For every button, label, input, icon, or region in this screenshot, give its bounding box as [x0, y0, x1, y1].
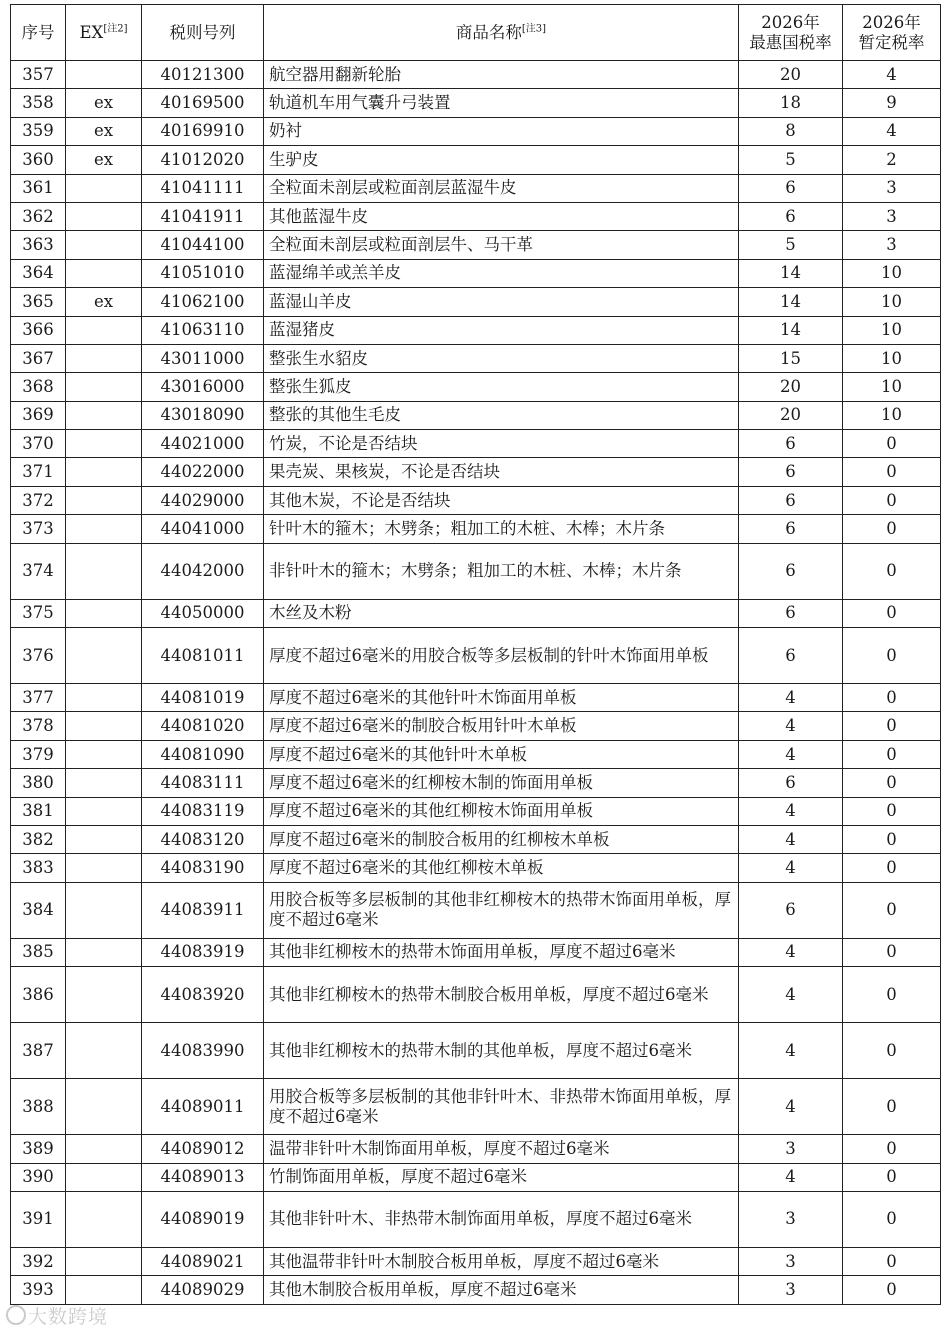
cell-mfn-rate: 4	[739, 854, 843, 882]
cell-hs-code: 44083919	[142, 938, 264, 966]
table-row	[11, 740, 941, 768]
cell-seq: 371	[11, 458, 66, 486]
cell-ex	[66, 712, 142, 740]
cell-ex	[66, 543, 142, 599]
cell-name: 全粒面未剖层或粒面剖层蓝湿牛皮	[264, 174, 739, 202]
cell-ex	[66, 1247, 142, 1275]
cell-provisional-rate: 0	[843, 967, 941, 1023]
cell-ex	[66, 938, 142, 966]
table-row	[11, 202, 941, 230]
cell-provisional-rate: 0	[843, 543, 941, 599]
cell-ex	[66, 61, 142, 89]
cell-name: 厚度不超过6毫米的其他红柳桉木单板	[264, 854, 739, 882]
table-row	[11, 1247, 941, 1275]
cell-mfn-rate: 6	[739, 174, 843, 202]
cell-mfn-rate: 6	[739, 882, 843, 938]
cell-provisional-rate: 9	[843, 89, 941, 117]
cell-mfn-rate: 3	[739, 1247, 843, 1275]
cell-hs-code: 44081011	[142, 628, 264, 684]
cell-provisional-rate: 10	[843, 344, 941, 372]
table-row	[11, 401, 941, 429]
cell-mfn-rate: 4	[739, 684, 843, 712]
cell-provisional-rate: 4	[843, 117, 941, 145]
cell-ex	[66, 1079, 142, 1135]
cell-ex	[66, 174, 142, 202]
cell-seq: 390	[11, 1163, 66, 1191]
cell-name: 航空器用翻新轮胎	[264, 61, 739, 89]
cell-mfn-rate: 6	[739, 486, 843, 514]
cell-mfn-rate: 4	[739, 938, 843, 966]
table-body	[11, 61, 941, 1305]
header-ex-note: [注2]	[103, 23, 128, 34]
cell-name: 其他木制胶合板用单板，厚度不超过6毫米	[264, 1276, 739, 1304]
cell-hs-code: 44083990	[142, 1023, 264, 1079]
cell-provisional-rate: 0	[843, 854, 941, 882]
cell-mfn-rate: 14	[739, 259, 843, 287]
cell-name: 蓝湿山羊皮	[264, 288, 739, 316]
cell-hs-code: 41041111	[142, 174, 264, 202]
cell-mfn-rate: 3	[739, 1191, 843, 1247]
table-row	[11, 967, 941, 1023]
cell-provisional-rate: 0	[843, 825, 941, 853]
cell-name: 厚度不超过6毫米的用胶合板等多层板制的针叶木饰面用单板	[264, 628, 739, 684]
cell-provisional-rate: 0	[843, 1191, 941, 1247]
cell-hs-code: 44083190	[142, 854, 264, 882]
cell-hs-code: 44050000	[142, 599, 264, 627]
cell-mfn-rate: 4	[739, 1163, 843, 1191]
cell-name: 用胶合板等多层板制的其他非针叶木、非热带木饰面用单板，厚度不超过6毫米	[264, 1079, 739, 1135]
cell-hs-code: 43011000	[142, 344, 264, 372]
cell-mfn-rate: 4	[739, 967, 843, 1023]
table-row	[11, 825, 941, 853]
cell-hs-code: 41051010	[142, 259, 264, 287]
cell-name: 其他非红柳桉木的热带木饰面用单板，厚度不超过6毫米	[264, 938, 739, 966]
cell-seq: 393	[11, 1276, 66, 1304]
cell-ex	[66, 825, 142, 853]
table-row	[11, 458, 941, 486]
cell-ex	[66, 202, 142, 230]
cell-provisional-rate: 0	[843, 599, 941, 627]
table-row	[11, 797, 941, 825]
table-row	[11, 344, 941, 372]
table-row	[11, 174, 941, 202]
cell-name: 厚度不超过6毫米的其他红柳桉木饰面用单板	[264, 797, 739, 825]
cell-hs-code: 44083120	[142, 825, 264, 853]
cell-provisional-rate: 4	[843, 61, 941, 89]
cell-ex	[66, 231, 142, 259]
table-header	[11, 5, 941, 61]
cell-mfn-rate: 6	[739, 599, 843, 627]
cell-provisional-rate: 0	[843, 740, 941, 768]
cell-mfn-rate: 20	[739, 373, 843, 401]
table-row	[11, 146, 941, 174]
cell-seq: 365	[11, 288, 66, 316]
cell-name: 针叶木的箍木；木劈条；粗加工的木桩、木棒；木片条	[264, 515, 739, 543]
cell-seq: 387	[11, 1023, 66, 1079]
cell-provisional-rate: 10	[843, 373, 941, 401]
cell-provisional-rate: 0	[843, 1023, 941, 1079]
cell-name: 生驴皮	[264, 146, 739, 174]
cell-hs-code: 41044100	[142, 231, 264, 259]
cell-mfn-rate: 5	[739, 231, 843, 259]
cell-name: 果壳炭、果核炭，不论是否结块	[264, 458, 739, 486]
cell-mfn-rate: 14	[739, 288, 843, 316]
cell-name: 其他非针叶木、非热带木制饰面用单板，厚度不超过6毫米	[264, 1191, 739, 1247]
cell-ex	[66, 882, 142, 938]
table-row	[11, 599, 941, 627]
cell-hs-code: 41063110	[142, 316, 264, 344]
cell-ex	[66, 967, 142, 1023]
cell-provisional-rate: 0	[843, 515, 941, 543]
cell-mfn-rate: 20	[739, 61, 843, 89]
cell-mfn-rate: 6	[739, 543, 843, 599]
cell-mfn-rate: 4	[739, 797, 843, 825]
cell-hs-code: 40169500	[142, 89, 264, 117]
cell-mfn-rate: 6	[739, 769, 843, 797]
cell-seq: 391	[11, 1191, 66, 1247]
cell-hs-code: 44081090	[142, 740, 264, 768]
cell-seq: 358	[11, 89, 66, 117]
cell-provisional-rate: 0	[843, 712, 941, 740]
cell-ex: ex	[66, 89, 142, 117]
cell-mfn-rate: 4	[739, 740, 843, 768]
cell-seq: 372	[11, 486, 66, 514]
table-row	[11, 882, 941, 938]
cell-seq: 382	[11, 825, 66, 853]
cell-name: 木丝及木粉	[264, 599, 739, 627]
table-row	[11, 117, 941, 145]
cell-name: 厚度不超过6毫米的红柳桉木制的饰面用单板	[264, 769, 739, 797]
cell-hs-code: 44029000	[142, 486, 264, 514]
cell-provisional-rate: 2	[843, 146, 941, 174]
table-row	[11, 769, 941, 797]
cell-name: 非针叶木的箍木；木劈条；粗加工的木桩、木棒；木片条	[264, 543, 739, 599]
cell-provisional-rate: 3	[843, 231, 941, 259]
cell-ex: ex	[66, 146, 142, 174]
cell-seq: 369	[11, 401, 66, 429]
cell-ex	[66, 628, 142, 684]
cell-ex	[66, 1023, 142, 1079]
table-row	[11, 1276, 941, 1304]
cell-provisional-rate: 0	[843, 938, 941, 966]
cell-hs-code: 44081019	[142, 684, 264, 712]
cell-provisional-rate: 0	[843, 1276, 941, 1304]
cell-name: 全粒面未剖层或粒面剖层牛、马干革	[264, 231, 739, 259]
cell-ex	[66, 1191, 142, 1247]
cell-provisional-rate: 10	[843, 316, 941, 344]
cell-ex	[66, 344, 142, 372]
cell-name: 厚度不超过6毫米的制胶合板用的红柳桉木单板	[264, 825, 739, 853]
cell-seq: 367	[11, 344, 66, 372]
cell-name: 温带非针叶木制饰面用单板，厚度不超过6毫米	[264, 1135, 739, 1163]
cell-ex	[66, 740, 142, 768]
cell-name: 厚度不超过6毫米的其他针叶木饰面用单板	[264, 684, 739, 712]
cell-hs-code: 44042000	[142, 543, 264, 599]
cell-ex	[66, 1163, 142, 1191]
cell-name: 整张生狐皮	[264, 373, 739, 401]
table-row	[11, 373, 941, 401]
cell-seq: 368	[11, 373, 66, 401]
cell-hs-code: 41012020	[142, 146, 264, 174]
cell-seq: 362	[11, 202, 66, 230]
cell-hs-code: 44083920	[142, 967, 264, 1023]
cell-provisional-rate: 10	[843, 288, 941, 316]
cell-name: 其他温带非针叶木制胶合板用单板，厚度不超过6毫米	[264, 1247, 739, 1275]
header-provisional-rate: 2026年 暂定税率	[843, 5, 941, 61]
cell-provisional-rate: 10	[843, 259, 941, 287]
cell-seq: 366	[11, 316, 66, 344]
cell-seq: 392	[11, 1247, 66, 1275]
cell-hs-code: 44083119	[142, 797, 264, 825]
cell-provisional-rate: 0	[843, 1135, 941, 1163]
cell-seq: 379	[11, 740, 66, 768]
watermark: 大数跨境	[6, 1302, 108, 1329]
cell-provisional-rate: 0	[843, 628, 941, 684]
table-row	[11, 259, 941, 287]
table-row	[11, 515, 941, 543]
table-row	[11, 684, 941, 712]
table-row	[11, 1191, 941, 1247]
header-hs-code: 税则号列	[142, 5, 264, 61]
cell-ex	[66, 259, 142, 287]
cell-hs-code: 44083111	[142, 769, 264, 797]
cell-seq: 385	[11, 938, 66, 966]
table-row	[11, 854, 941, 882]
cell-mfn-rate: 8	[739, 117, 843, 145]
cell-ex: ex	[66, 117, 142, 145]
cell-name: 用胶合板等多层板制的其他非红柳桉木的热带木饰面用单板，厚度不超过6毫米	[264, 882, 739, 938]
cell-name: 厚度不超过6毫米的其他针叶木单板	[264, 740, 739, 768]
table-row	[11, 89, 941, 117]
cell-seq: 381	[11, 797, 66, 825]
cell-ex	[66, 769, 142, 797]
header-ex: EX[注2]	[66, 5, 142, 61]
cell-seq: 380	[11, 769, 66, 797]
cell-mfn-rate: 6	[739, 515, 843, 543]
cell-provisional-rate: 0	[843, 458, 941, 486]
cell-hs-code: 44021000	[142, 430, 264, 458]
table-row	[11, 543, 941, 599]
cell-mfn-rate: 6	[739, 628, 843, 684]
cell-ex	[66, 599, 142, 627]
cell-ex	[66, 854, 142, 882]
cell-hs-code: 44089019	[142, 1191, 264, 1247]
cell-name: 竹制饰面用单板，厚度不超过6毫米	[264, 1163, 739, 1191]
cell-name: 其他木炭，不论是否结块	[264, 486, 739, 514]
cell-name: 其他非红柳桉木的热带木制的其他单板，厚度不超过6毫米	[264, 1023, 739, 1079]
cell-ex	[66, 684, 142, 712]
header-name-note: [注3]	[521, 23, 547, 34]
tariff-table-page	[10, 4, 940, 1305]
cell-provisional-rate: 0	[843, 769, 941, 797]
cell-mfn-rate: 6	[739, 458, 843, 486]
cell-seq: 360	[11, 146, 66, 174]
cell-name: 其他蓝湿牛皮	[264, 202, 739, 230]
cell-seq: 374	[11, 543, 66, 599]
header-seq: 序号	[11, 5, 66, 61]
table-row	[11, 288, 941, 316]
cell-ex	[66, 797, 142, 825]
cell-provisional-rate: 0	[843, 1163, 941, 1191]
cell-seq: 357	[11, 61, 66, 89]
cell-name: 蓝湿绵羊或羔羊皮	[264, 259, 739, 287]
cell-seq: 378	[11, 712, 66, 740]
cell-hs-code: 44089011	[142, 1079, 264, 1135]
cell-provisional-rate: 3	[843, 174, 941, 202]
cell-seq: 359	[11, 117, 66, 145]
cell-mfn-rate: 3	[739, 1135, 843, 1163]
cell-ex: ex	[66, 288, 142, 316]
cell-seq: 389	[11, 1135, 66, 1163]
cell-seq: 383	[11, 854, 66, 882]
cell-hs-code: 43018090	[142, 401, 264, 429]
cell-seq: 384	[11, 882, 66, 938]
cell-ex	[66, 401, 142, 429]
cell-mfn-rate: 20	[739, 401, 843, 429]
cell-mfn-rate: 4	[739, 825, 843, 853]
cell-provisional-rate: 0	[843, 1079, 941, 1135]
table-row	[11, 61, 941, 89]
cell-hs-code: 40121300	[142, 61, 264, 89]
cell-provisional-rate: 10	[843, 401, 941, 429]
cell-ex	[66, 1135, 142, 1163]
table-row	[11, 231, 941, 259]
cell-name: 竹炭，不论是否结块	[264, 430, 739, 458]
cell-seq: 370	[11, 430, 66, 458]
cell-ex	[66, 430, 142, 458]
cell-hs-code: 41041911	[142, 202, 264, 230]
cell-seq: 375	[11, 599, 66, 627]
table-row	[11, 1079, 941, 1135]
cell-name: 整张生水貂皮	[264, 344, 739, 372]
cell-ex	[66, 458, 142, 486]
table-row	[11, 712, 941, 740]
watermark-logo-icon	[6, 1305, 26, 1325]
cell-seq: 377	[11, 684, 66, 712]
cell-mfn-rate: 18	[739, 89, 843, 117]
cell-name: 整张的其他生毛皮	[264, 401, 739, 429]
cell-mfn-rate: 6	[739, 202, 843, 230]
cell-mfn-rate: 6	[739, 430, 843, 458]
table-row	[11, 316, 941, 344]
cell-mfn-rate: 4	[739, 1079, 843, 1135]
cell-provisional-rate: 0	[843, 486, 941, 514]
cell-name: 轨道机车用气囊升弓装置	[264, 89, 739, 117]
cell-mfn-rate: 3	[739, 1276, 843, 1304]
cell-seq: 388	[11, 1079, 66, 1135]
cell-seq: 373	[11, 515, 66, 543]
table-row	[11, 1135, 941, 1163]
cell-hs-code: 44089029	[142, 1276, 264, 1304]
cell-mfn-rate: 5	[739, 146, 843, 174]
cell-ex	[66, 515, 142, 543]
cell-mfn-rate: 4	[739, 712, 843, 740]
cell-mfn-rate: 4	[739, 1023, 843, 1079]
tariff-table	[10, 4, 941, 1305]
cell-name: 其他非红柳桉木的热带木制胶合板用单板，厚度不超过6毫米	[264, 967, 739, 1023]
cell-seq: 361	[11, 174, 66, 202]
cell-hs-code: 41062100	[142, 288, 264, 316]
cell-hs-code: 44081020	[142, 712, 264, 740]
cell-provisional-rate: 0	[843, 1247, 941, 1275]
cell-hs-code: 40169910	[142, 117, 264, 145]
cell-hs-code: 44041000	[142, 515, 264, 543]
cell-seq: 363	[11, 231, 66, 259]
cell-provisional-rate: 0	[843, 797, 941, 825]
table-row	[11, 1023, 941, 1079]
table-row	[11, 430, 941, 458]
table-row	[11, 486, 941, 514]
cell-name: 蓝湿猪皮	[264, 316, 739, 344]
cell-ex	[66, 373, 142, 401]
cell-mfn-rate: 14	[739, 316, 843, 344]
cell-hs-code: 44022000	[142, 458, 264, 486]
cell-name: 奶衬	[264, 117, 739, 145]
cell-mfn-rate: 15	[739, 344, 843, 372]
cell-provisional-rate: 0	[843, 882, 941, 938]
cell-seq: 364	[11, 259, 66, 287]
table-row	[11, 1163, 941, 1191]
cell-provisional-rate: 0	[843, 684, 941, 712]
cell-name: 厚度不超过6毫米的制胶合板用针叶木单板	[264, 712, 739, 740]
cell-provisional-rate: 3	[843, 202, 941, 230]
cell-hs-code: 43016000	[142, 373, 264, 401]
cell-ex	[66, 1276, 142, 1304]
cell-hs-code: 44089013	[142, 1163, 264, 1191]
cell-seq: 386	[11, 967, 66, 1023]
header-name: 商品名称[注3]	[264, 5, 739, 61]
cell-seq: 376	[11, 628, 66, 684]
cell-provisional-rate: 0	[843, 430, 941, 458]
cell-ex	[66, 316, 142, 344]
cell-hs-code: 44083911	[142, 882, 264, 938]
table-row	[11, 938, 941, 966]
table-row	[11, 628, 941, 684]
header-mfn-rate: 2026年 最惠国税率	[739, 5, 843, 61]
cell-ex	[66, 486, 142, 514]
cell-hs-code: 44089012	[142, 1135, 264, 1163]
cell-hs-code: 44089021	[142, 1247, 264, 1275]
